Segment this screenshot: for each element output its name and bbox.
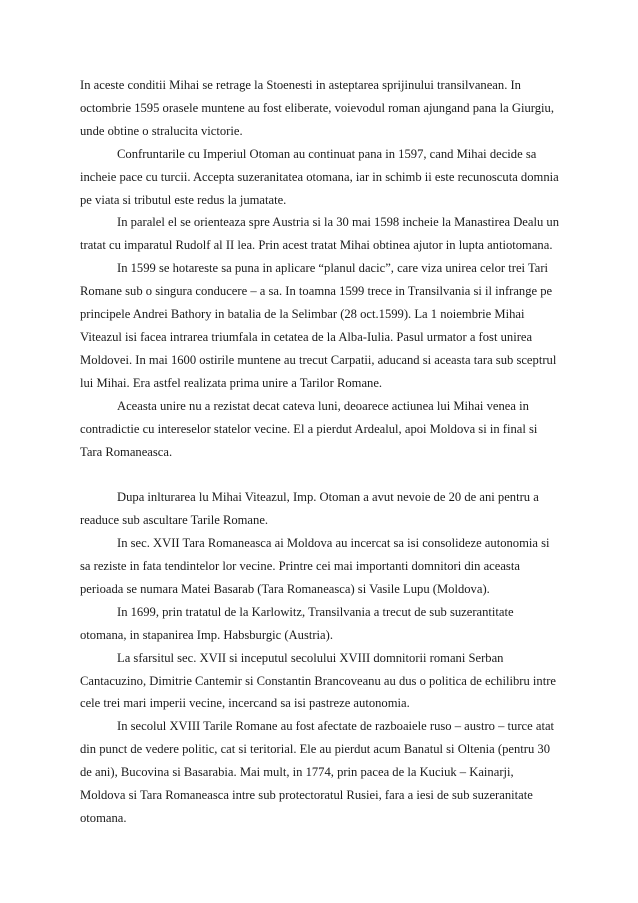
paragraph-planul-dacic: In 1599 se hotareste sa puna in aplicare “planul dacic”, care viza unirea celor trei Tari Romane sub o singura conducere – a sa. In toamna 1599 trece in Transilvania si il infrange pe principele Andrei Bathory in batalia de la Selimbar (28 oct.1599). La 1 noiembrie Mihai Viteazul isi facea intrarea triumfala in cetatea de la Alba-Iulia. Pasul urmator a fost unirea Moldovei. In mai 1600 ostirile muntene au trecut Carpatii, aducand si aceasta tara sub sceptrul lui Mihai. Era astfel realizata prima unire a Tarilor Romane.	[80, 261, 557, 390]
paragraph-spacer	[80, 463, 562, 486]
paragraph-sec-xviii: In secolul XVIII Tarile Romane au fost afectate de razboaiele ruso – austro – turce atat din punct de vedere politic, cat si teritorial. Ele au pierdut acum Banatul si Oltenia (pentru 30 de ani), Bucovina si Basarabia. Mai mult, in 1774, prin pacea de la Kuciuk – Kainarji, Moldova si Tara Romaneasca intre sub protectoratul Rusiei, fara a iesi de sub suzeranitate otomana.	[80, 719, 555, 825]
paragraph-sec-xvii: In sec. XVII Tara Romaneasca ai Moldova au incercat sa isi consolideze autonomia si sa reziste in fata tendintelor lor vecine. Printre cei mai importanti domnitori din aceasta perioada se numara Matei Basarab (Tara Romaneasca) si Vasile Lupu (Moldova).	[80, 536, 550, 596]
paragraph-stoenesti: In aceste conditii Mihai se retrage la Stoenesti in asteptarea sprijinului transilvanean. In octombrie 1595 orasele muntene au fost eliberate, voievodul roman ajungand pana la Giurgiu, unde obtine o stralucita victorie.	[80, 78, 554, 138]
document-page	[80, 74, 562, 830]
paragraph-unire-esec: Aceasta unire nu a rezistat decat cateva luni, deoarece actiunea lui Mihai venea in contradictie cu intereselor statelor vecine. El a pierdut Ardealul, apoi Moldova si in final si Tara Romaneasca.	[80, 398, 538, 459]
paragraph-otoman-pace: Confruntarile cu Imperiul Otoman au continuat pana in 1597, cand Mihai decide sa incheie pace cu turcii. Accepta suzeranitatea otomana, iar in schimb ii este recunoscuta domnia pe viata si tributul este redus la jumatate.	[80, 146, 559, 207]
paragraph-dupa-mihai: Dupa inlturarea lu Mihai Viteazul, Imp. Otoman a avut nevoie de 20 de ani pentru a readuce sub ascultare Tarile Romane.	[80, 490, 539, 528]
paragraph-echilibru: La sfarsitul sec. XVII si inceputul secolului XVIII domnitorii romani Serban Cantacuzino, Dimitrie Cantemir si Constantin Brancoveanu au dus o politica de echilibru intre cele trei mari imperii vecine, incercand sa isi pastreze autonomia.	[80, 650, 556, 711]
paragraph-austria-tratat: In paralel el se orienteaza spre Austria si la 30 mai 1598 incheie la Manastirea Dealu un tratat cu imparatul Rudolf al II lea. Prin acest tratat Mihai obtinea ajutor in lupta antiotomana.	[80, 215, 560, 253]
paragraph-karlowitz: In 1699, prin tratatul de la Karlowitz, Transilvania a trecut de sub suzerantitate otomana, in stapanirea Imp. Habsburgic (Austria).	[80, 604, 514, 642]
